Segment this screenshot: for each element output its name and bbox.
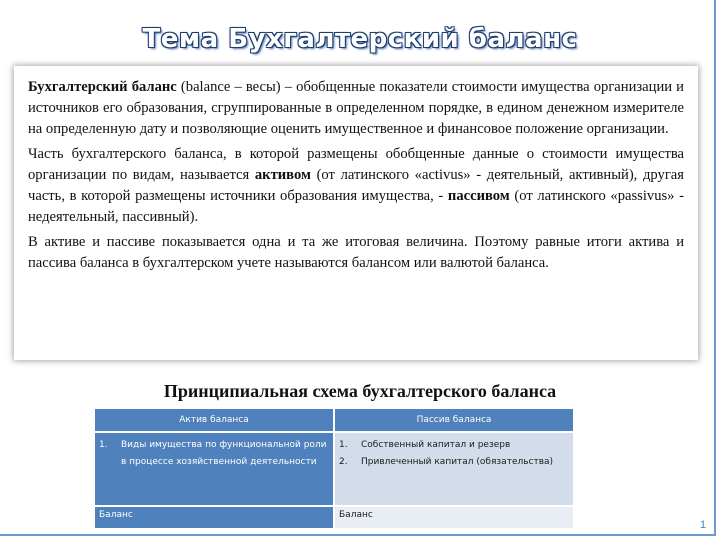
liability-item: [339, 437, 567, 454]
asset-total: Баланс: [99, 510, 133, 520]
asset-explanation-text: (от латинского «activus» - деятельный, активный), другая часть, в которой размещены источники образования имущества, -: [28, 167, 684, 204]
liability-items-cell: [334, 432, 574, 506]
paragraph-asset-liability: [28, 144, 684, 228]
liability-item-text: Привлеченный капитал (обязательства): [361, 457, 554, 467]
liability-total: Баланс: [339, 510, 373, 520]
asset-intro-text: Часть бухгалтерского баланса, в которой размещены обобщенные данные о стоимости имущества организации по видам, называется: [28, 146, 684, 183]
term-balance: Бухгалтерский баланс: [28, 79, 177, 95]
definition-text: (balance – весы) – обобщенные показатели стоимости имущества организации и источников его образования, сгруппированные в определенном порядке, в едином денежном измерителе на определенную дату и позволяющие оценить имущественное и финансовое положение организации.: [28, 79, 684, 137]
liability-explanation-text: (от латинского «passivus» - недеятельный, пассивный).: [28, 188, 684, 225]
liability-header: Пассив баланса: [334, 409, 574, 432]
paragraph-totals: В активе и пассиве показывается одна и та же итоговая величина. Поэтому равные итоги актива и пассива баланса в бухгалтерском учете называются балансом или валютой баланса.: [28, 234, 684, 271]
liability-item-number: 2.: [339, 457, 348, 467]
paragraph-definition: [28, 77, 684, 140]
asset-item: [99, 437, 327, 471]
schema-title: Принципиальная схема бухгалтерского баланса: [163, 381, 557, 401]
page-number: 1: [700, 519, 707, 531]
asset-item-text: Виды имущества по функциональной роли в процессе хозяйственной деятельности: [121, 440, 327, 467]
content-box: [14, 66, 698, 360]
asset-items-cell: [95, 432, 334, 506]
balance-schema-table: [95, 409, 575, 530]
slide-title: Тема Бухгалтерский баланс: [142, 24, 578, 54]
liability-item-number: 1.: [339, 440, 348, 450]
liability-item: [339, 454, 567, 471]
term-asset: активом: [254, 167, 311, 183]
asset-total-cell: [95, 506, 334, 529]
liability-total-cell: [334, 506, 574, 529]
asset-header: Актив баланса: [95, 409, 334, 432]
liability-item-text: Собственный капитал и резерв: [361, 440, 511, 450]
term-liability: пассивом: [447, 188, 510, 204]
asset-item-number: 1.: [99, 440, 108, 450]
